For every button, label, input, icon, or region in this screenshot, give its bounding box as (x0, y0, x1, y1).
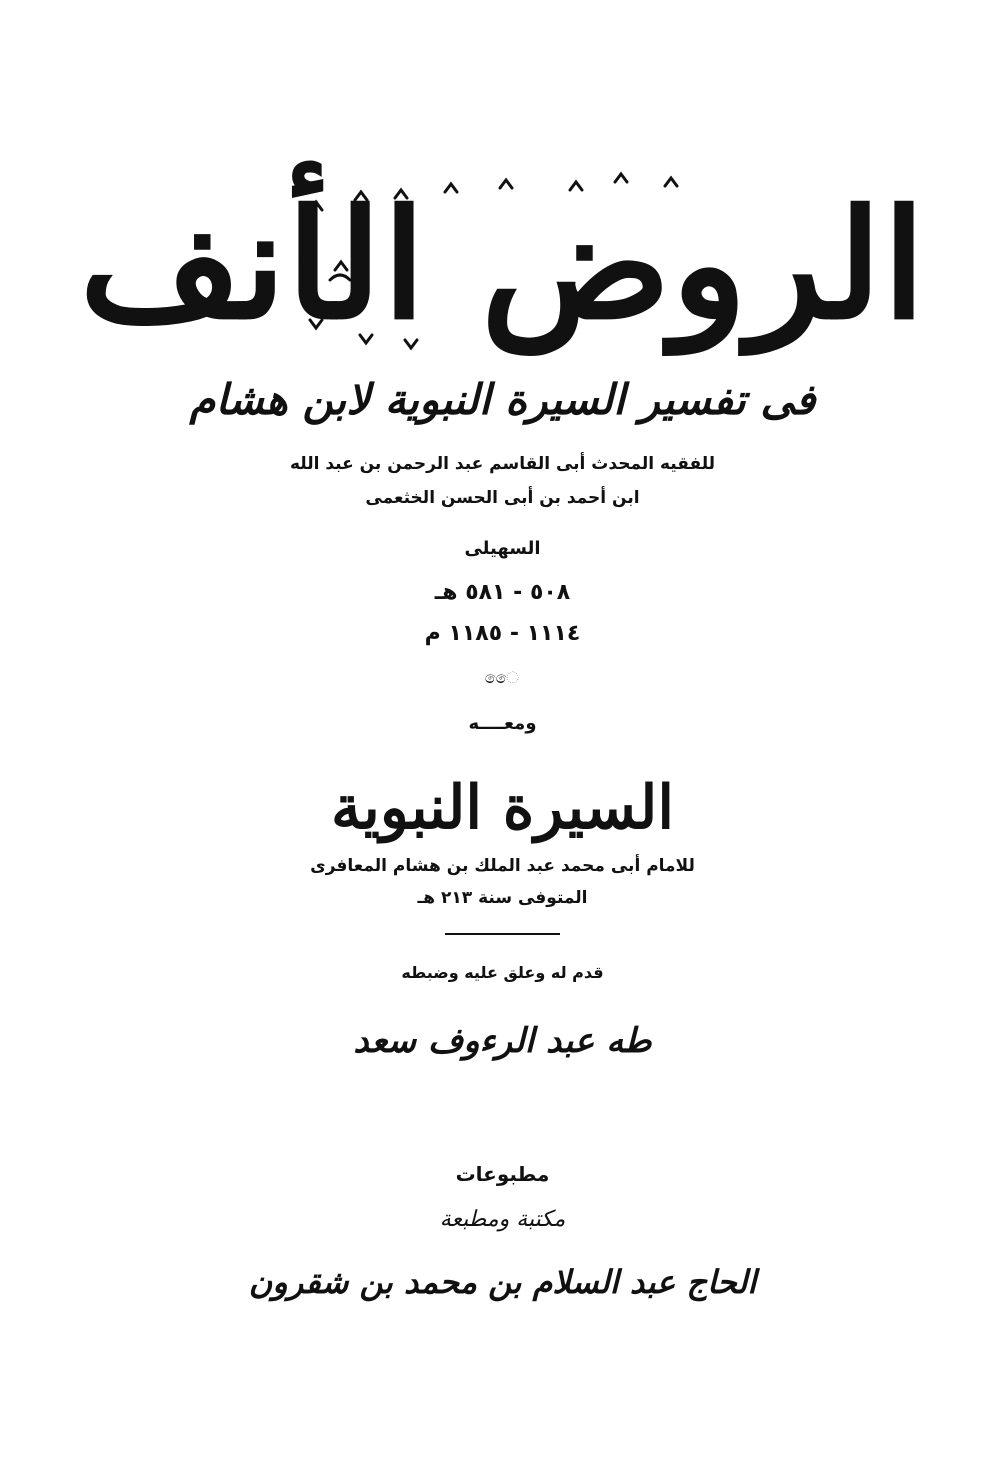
dates-hijri: ٥٠٨ - ٥٨١ هـ (434, 580, 571, 605)
ornament: ෙෙ (484, 668, 521, 687)
editor-label: قدم له وعلق عليه وضبطه (401, 963, 604, 982)
dates-gregorian: ١١١٤ - ١١٨٥ م (424, 621, 581, 646)
with-label: ومعــــه (468, 713, 537, 734)
subtitle: فى تفسير السيرة النبوية لابن هشام (189, 375, 816, 424)
author-line-1: للفقيه المحدث أبى القاسم عبد الرحمن بن عبد الله (289, 454, 716, 474)
second-author-line: للامام أبى محمد عبد الملك بن هشام المعافرى (310, 856, 695, 876)
divider-rule (445, 933, 560, 935)
editor-name: طه عبد الرءوف سعد (353, 1021, 652, 1061)
second-author-death: المتوفى سنة ٢١٣ هـ (417, 888, 588, 908)
second-title: السيرة النبوية (330, 773, 675, 843)
publisher-line-2: مكتبة ومطبعة (439, 1207, 566, 1232)
publisher-line-3: الحاج عبد السلام بن محمد بن شقرون (248, 1263, 757, 1301)
main-title: الروض الأنف (79, 177, 926, 353)
author-nisba: السهيلى (464, 538, 541, 559)
author-line-2: ابن أحمد بن أبى الحسن الخثعمى (365, 488, 640, 508)
publisher-line-1: مطبوعات (455, 1162, 550, 1186)
